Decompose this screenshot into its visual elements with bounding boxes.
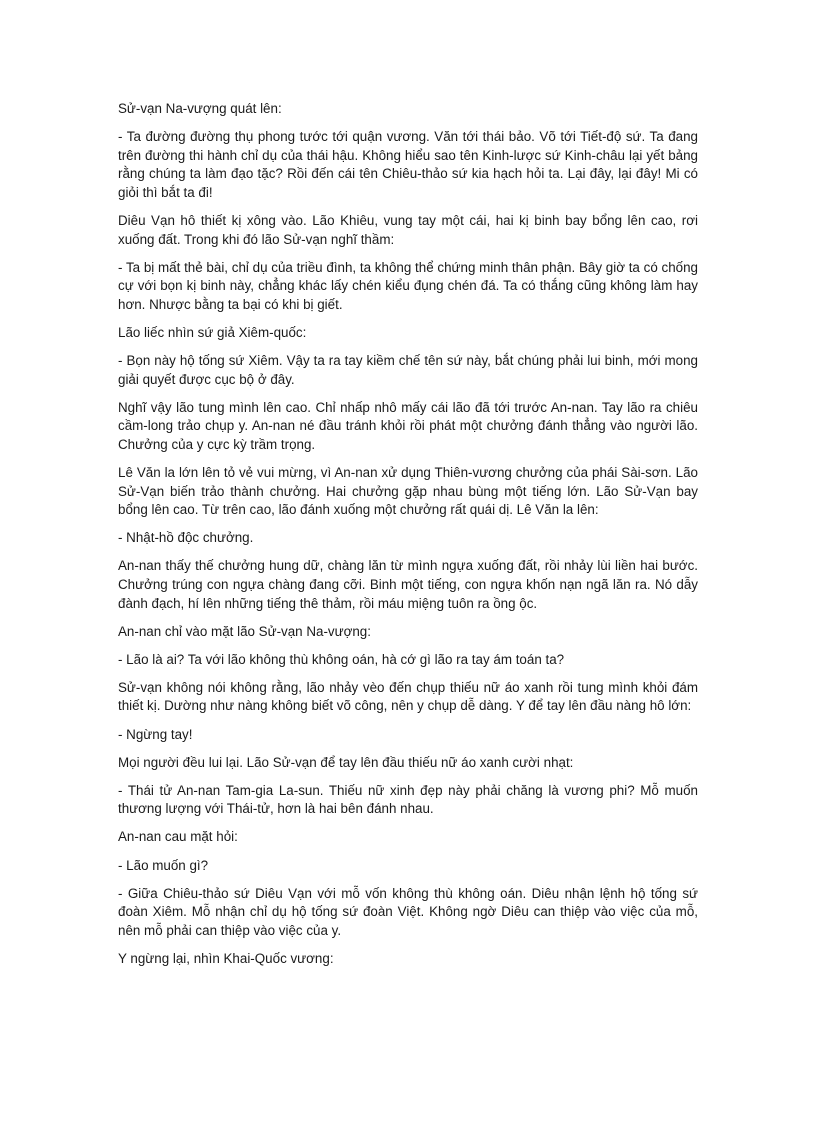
paragraph: Sử-vạn không nói không rằng, lão nhảy vèo đến chụp thiếu nữ áo xanh rồi tung mình khỏi đám thiết kị. Dường như nàng không biết võ công, nên y chụp dễ dàng. Y để tay lên đầu nàng hô lớn:: [118, 679, 698, 714]
paragraph: An-nan chỉ vào mặt lão Sử-vạn Na-vượng:: [118, 623, 371, 639]
paragraph: - Thái tử An-nan Tam-gia La-sun. Thiếu nữ xinh đẹp này phải chăng là vương phi? Mỗ muốn thương lượng với Thái-tử, hơn là hai bên đánh nhau.: [118, 782, 698, 817]
paragraph: An-nan thấy thế chưởng hung dữ, chàng lăn từ mình ngựa xuống đất, rồi nhảy lùi liền hai bước. Chưởng trúng con ngựa chàng đang cỡi. Binh một tiếng, con ngựa khốn nạn ngã lăn ra. Nó dẫy đành đạch, hí lên những tiếng thê thảm, rồi máu miệng tuôn ra ồng ộc.: [118, 558, 698, 611]
paragraph: - Nhật-hồ độc chưởng.: [118, 530, 254, 546]
paragraph: - Ta bị mất thẻ bài, chỉ dụ của triều đình, ta không thể chứng minh thân phận. Bây giờ ta có chống cự với bọn kị binh này, chẳng khác lấy chén kiểu đụng chén đá. Ta có thắng cũng không làm hay hơn. Nhược bằng ta bại có khi bị giết.: [118, 259, 698, 312]
paragraph: - Giữa Chiêu-thảo sứ Diêu Vạn với mỗ vốn không thù không oán. Diêu nhận lệnh hộ tống sứ đoàn Xiêm. Mỗ nhận chỉ dụ hộ tống sứ đoàn Việt. Không ngờ Diêu can thiệp vào việc của mỗ, nên mỗ phải can thiệp vào việc của y.: [118, 885, 698, 938]
paragraph: Sử-vạn Na-vượng quát lên:: [118, 101, 282, 116]
paragraph: Lê Văn la lớn lên tỏ vẻ vui mừng, vì An-nan xử dụng Thiên-vương chưởng của phái Sài-sơn. Lão Sử-Vạn biến trảo thành chưởng. Hai chưởng gặp nhau bùng một tiếng lớn. Lão Sử-Vạn bay bổng lên cao. Từ trên cao, lão đánh xuống một chưởng rất quái dị. Lê Văn la lên:: [118, 465, 698, 518]
document-page: [118, 100, 698, 978]
paragraph: Y ngừng lại, nhìn Khai-Quốc vương:: [118, 950, 334, 966]
paragraph: - Lão là ai? Ta với lão không thù không oán, hà cớ gì lão ra tay ám toán ta?: [118, 651, 565, 667]
paragraph: Diêu Vạn hô thiết kị xông vào. Lão Khiêu, vung tay một cái, hai kị binh bay bổng lên cao, rơi xuống đất. Trong khi đó lão Sử-vạn nghĩ thầm:: [118, 212, 698, 247]
paragraph: - Bọn này hộ tống sứ Xiêm. Vậy ta ra tay kiềm chế tên sứ này, bắt chúng phải lui binh, mới mong giải quyết được cục bộ ở đây.: [118, 353, 698, 387]
paragraph: Mọi người đều lui lại. Lão Sử-vạn để tay lên đầu thiếu nữ áo xanh cười nhạt:: [118, 754, 574, 770]
paragraph: Nghĩ vậy lão tung mình lên cao. Chỉ nhấp nhô mấy cái lão đã tới trước An-nan. Tay lão ra chiêu cầm-long trảo chụp y. An-nan né đầu tránh khỏi rồi phát một chưởng đánh thẳng vào người lão. Chưởng của y cực kỳ trầm trọng.: [118, 399, 698, 452]
paragraph: - Ta đường đường thụ phong tước tới quận vương. Văn tới thái bảo. Võ tới Tiết-độ sứ. Ta đang trên đường thi hành chỉ dụ của thái hậu. Không hiểu sao tên Kinh-lược sứ Kinh-châu lại yết bảng rằng chúng ta làm đạo tặc? Rồi đến cái tên Chiêu-thảo sứ kia hạch hỏi ta. Lại đây, lại đây! Mi có giỏi thì bắt ta đi!: [118, 129, 698, 200]
paragraph: An-nan cau mặt hỏi:: [118, 829, 238, 845]
paragraph: Lão liếc nhìn sứ giả Xiêm-quốc:: [118, 324, 307, 340]
paragraph: - Lão muốn gì?: [118, 857, 209, 873]
paragraph: - Ngừng tay!: [118, 726, 193, 742]
